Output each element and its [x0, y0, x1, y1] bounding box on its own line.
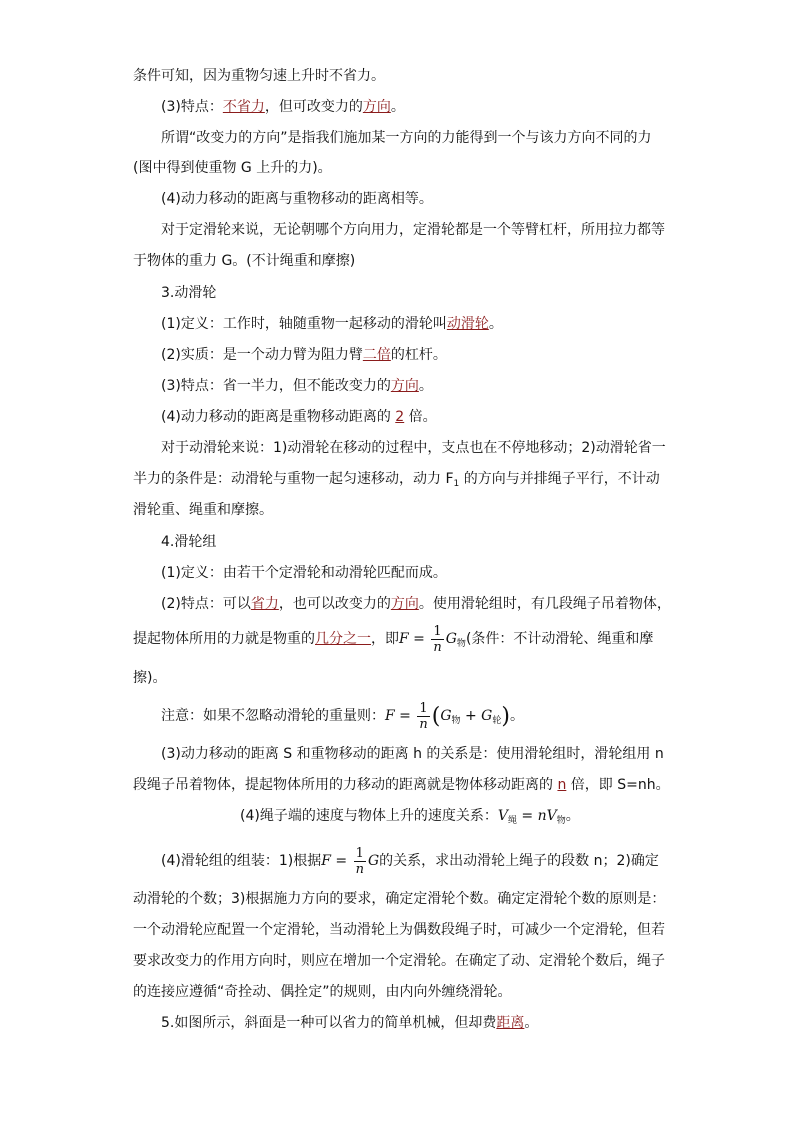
line-19: 提起物体所用的力就是物重的几分之一，即F = $\frac{1}{n}$ $G_物$(条件：不计动滑轮、绳重和摩	[133, 623, 654, 655]
answer-blank: 几分之一	[315, 631, 371, 647]
line-10: (2)实质：是一个动力臂为阻力臂二倍的杠杆。	[161, 347, 447, 363]
line-27: 一个动滑轮应配置一个定滑轮，当动滑轮上为偶数段绳子时，可减少一个定滑轮，但若	[133, 922, 665, 938]
line-4: (图中得到使重物 G 上升的力)。	[133, 160, 332, 176]
answer-blank: 2	[395, 409, 405, 425]
fraction: $\frac{1}{n}$	[433, 623, 442, 655]
answer-blank: 方向	[390, 378, 419, 394]
formula-velocity: $V_绳 = nV_物$	[497, 808, 566, 826]
answer-blank: 方向	[390, 596, 419, 612]
line-17: (1)定义：由若干个定滑轮和动滑轮匹配而成。	[161, 565, 447, 581]
line-11: (3)特点：省一半力，但不能改变力的方向。	[161, 378, 433, 394]
formula-force-simple: F = $\frac{1}{n}$ G	[321, 845, 380, 877]
line-22: (3)动力移动的距离 S 和重物移动的距离 h 的关系是：使用滑轮组时，滑轮组用 n	[161, 746, 664, 762]
section-heading-pulley-group: 4.滑轮组	[161, 534, 217, 550]
answer-blank: 不省力	[222, 99, 265, 115]
line-23: 段绳子吊着物体，提起物体所用的力移动的距离就是物体移动距离的 n 倍，即 S=nh。	[133, 777, 670, 793]
formula-force: F = $\frac{1}{n}$ $G_物$	[399, 623, 466, 655]
fraction: $\frac{1}{n}$	[419, 700, 428, 732]
answer-blank: 动滑轮	[446, 316, 489, 332]
section-heading-pulley: 3.动滑轮	[161, 285, 217, 301]
line-18: (2)特点：可以省力，也可以改变力的方向。使用滑轮组时，有几段绳子吊着物体，	[161, 596, 671, 612]
line-21: 注意：如果不忽略动滑轮的重量则：F = $\frac{1}{n}$ $(G_物 + G_轮)$。	[161, 700, 524, 732]
line-24: (4)绳子端的速度与物体上升的速度关系：$V_绳 = nV_物$。	[240, 808, 580, 826]
line-3: 所谓“改变力的方向”是指我们施加某一方向的力能得到一个与该力方向不同的力	[161, 130, 652, 146]
answer-blank: 方向	[362, 99, 391, 115]
answer-blank: n	[557, 777, 567, 793]
line-6: 对于定滑轮来说，无论朝哪个方向用力，定滑轮都是一个等臂杠杆，所用拉力都等	[161, 222, 665, 238]
line-25: (4)滑轮组的组装：1)根据F = $\frac{1}{n}$ G的关系，求出动滑轮上绳子的段数 n；2)确定	[161, 845, 659, 877]
line-29: 的连接应遵循“奇拴动、偶拴定”的规则，由内向外缠绕滑轮。	[133, 984, 512, 1000]
formula-force-with-pulley: F = $\frac{1}{n}$ $(G_物 + G_轮)$	[385, 700, 510, 732]
line-28: 要求改变力的作用方向时，则应在增加一个定滑轮。在确定了动、定滑轮个数后，绳子	[133, 953, 665, 969]
line-7: 于物体的重力 G。(不计绳重和摩擦)	[133, 253, 356, 269]
line-1: 条件可知，因为重物匀速上升时不省力。	[133, 68, 385, 84]
line-2: (3)特点：不省力，但可改变力的方向。	[161, 99, 405, 115]
line-14: 半力的条件是：动滑轮与重物一起匀速移动，动力 $F_1$ 的方向与并排绳子平行，不计动	[133, 471, 660, 489]
fraction: $\frac{1}{n}$	[355, 845, 364, 877]
answer-blank: 省力	[250, 596, 279, 612]
line-15: 滑轮重、绳重和摩擦。	[133, 502, 273, 518]
line-30: 5.如图所示，斜面是一种可以省力的简单机械，但却费距离。	[161, 1015, 539, 1031]
line-12: (4)动力移动的距离是重物移动距离的 2 倍。	[161, 409, 437, 425]
line-9: (1)定义：工作时，轴随重物一起移动的滑轮叫动滑轮。	[161, 316, 503, 332]
line-5: (4)动力移动的距离与重物移动的距离相等。	[161, 191, 433, 207]
answer-blank: 二倍	[362, 347, 391, 363]
answer-blank: 距离	[496, 1015, 525, 1031]
line-26: 动滑轮的个数；3)根据施力方向的要求，确定定滑轮个数。确定定滑轮个数的原则是：	[133, 891, 666, 907]
line-20: 擦)。	[133, 670, 167, 686]
line-13: 对于动滑轮来说：1)动滑轮在移动的过程中，支点也在不停地移动；2)动滑轮省一	[161, 440, 666, 456]
